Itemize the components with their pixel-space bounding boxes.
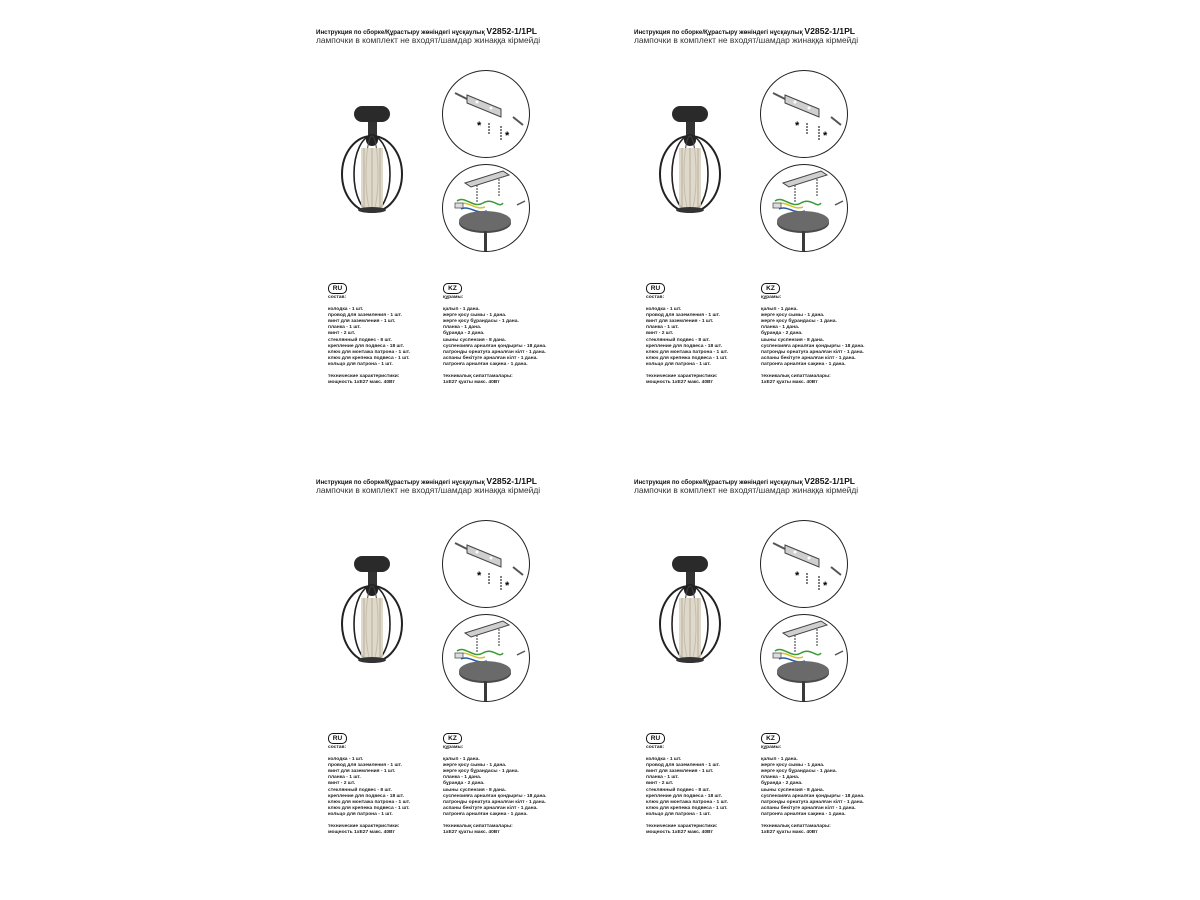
kz-item: жерге қосу сымы - 1 дана.	[443, 763, 507, 769]
ru-item: крепление для подвеса - 18 шт.	[328, 343, 404, 349]
language-badge-ru: RU	[328, 283, 347, 294]
ru-item: кольцо для патрона - 1 шт.	[328, 811, 393, 817]
ru-item: винт для заземления - 1 шт.	[328, 319, 396, 325]
ru-contents-heading: состав:	[646, 745, 665, 750]
kz-item: жерге қосу сымы - 1 дана.	[443, 313, 507, 319]
instruction-sheet	[282, 0, 918, 900]
kz-item: аспаны бекітуге арналған кілт - 1 дана.	[443, 805, 538, 811]
kz-spec: 1хE27 қуаты макс. 40Вт	[761, 380, 818, 386]
ru-item: кольцо для патрона - 1 шт.	[646, 361, 711, 367]
ru-item: стеклянный подвес - 8 шт.	[328, 787, 392, 793]
kz-item: бұранда - 2 дана.	[443, 331, 485, 337]
ru-item: винт для заземления - 1 шт.	[646, 319, 714, 325]
wiring-diagram	[442, 164, 530, 252]
kz-spec: 1хE27 қуаты макс. 40Вт	[443, 380, 500, 386]
ru-item: стеклянный подвес - 8 шт.	[646, 787, 710, 793]
kz-contents-column	[761, 745, 865, 836]
kz-spec: 1хE27 қуаты макс. 40Вт	[443, 830, 500, 836]
ru-item: планка - 1 шт.	[646, 775, 679, 781]
ru-spec: мощность 1хE27 макс. 40Вт	[646, 830, 713, 836]
kz-item: шыны суспензия - 8 дана.	[761, 787, 824, 793]
asterisk-mark: *	[823, 130, 828, 142]
kz-item: суспензияға арналған қондырғы - 18 дана.	[761, 793, 865, 799]
kz-item: жерге қосу бұрандасы - 1 дана.	[443, 319, 519, 325]
kz-item: патронға арналған сақина - 1 дана.	[443, 361, 528, 367]
lamp-illustration	[334, 102, 410, 226]
kz-item: бұранда - 2 дана.	[761, 331, 803, 337]
ru-item: стеклянный подвес - 8 шт.	[646, 337, 710, 343]
ru-item: ключ для крепежа подвеса - 1 шт.	[646, 805, 728, 811]
kz-item: патронды орнатуға арналған кілт - 1 дана.	[761, 799, 864, 805]
kz-item: планка - 1 дана.	[443, 325, 482, 331]
language-badge-kz: KZ	[443, 283, 462, 294]
kz-spec-heading: техникалық сипаттамалары:	[761, 824, 831, 830]
kz-contents-heading: құрамы:	[443, 745, 464, 750]
ru-item: ключ для монтажа патрона - 1 шт.	[646, 349, 728, 355]
ru-item: винт - 2 шт.	[646, 331, 674, 337]
panel-subtitle: лампочки в комплект не входят/шамдар жинаққа кірмейді	[634, 485, 859, 495]
wiring-diagram	[760, 164, 848, 252]
panel-title: Инструкция по сборке/Құрастыру жөніндегі нұсқаулық V2852-1/1PL	[316, 476, 538, 486]
instruction-panel	[282, 0, 600, 450]
ru-spec: мощность 1хE27 макс. 40Вт	[646, 380, 713, 386]
ru-item: винт - 2 шт.	[646, 781, 674, 787]
kz-item: патронға арналған сақина - 1 дана.	[761, 811, 846, 817]
instruction-panel	[282, 450, 600, 900]
kz-contents-column	[443, 295, 547, 386]
ru-item: винт - 2 шт.	[328, 331, 356, 337]
ru-contents-heading: состав:	[646, 295, 665, 300]
asterisk-mark: *	[795, 120, 800, 132]
instruction-panel	[600, 0, 918, 450]
kz-contents-heading: құрамы:	[761, 295, 782, 300]
ru-spec: мощность 1хE27 макс. 40Вт	[328, 830, 395, 836]
ru-item: кольцо для патрона - 1 шт.	[646, 811, 711, 817]
language-badge-ru: RU	[646, 283, 665, 294]
ru-item: ключ для монтажа патрона - 1 шт.	[328, 799, 410, 805]
kz-spec-heading: техникалық сипаттамалары:	[443, 374, 513, 380]
ru-item: провод для заземления - 1 шт.	[328, 763, 402, 769]
kz-item: планка - 1 дана.	[761, 325, 800, 331]
model-number: V2852-1/1PL	[804, 26, 856, 36]
kz-contents-heading: құрамы:	[761, 745, 782, 750]
model-number: V2852-1/1PL	[486, 476, 538, 486]
language-badge-ru: RU	[328, 733, 347, 744]
kz-item: жерге қосу бұрандасы - 1 дана.	[761, 319, 837, 325]
kz-item: шыны суспензия - 8 дана.	[443, 787, 506, 793]
ru-item: планка - 1 шт.	[646, 325, 679, 331]
panel-subtitle: лампочки в комплект не входят/шамдар жинаққа кірмейді	[634, 35, 859, 45]
ru-item: планка - 1 шт.	[328, 775, 361, 781]
language-badge-kz: KZ	[443, 733, 462, 744]
ru-item: провод для заземления - 1 шт.	[328, 313, 402, 319]
ru-item: винт для заземления - 1 шт.	[646, 769, 714, 775]
ru-spec-heading: технические характеристики:	[646, 824, 718, 830]
ru-item: провод для заземления - 1 шт.	[646, 313, 720, 319]
kz-contents-column	[443, 745, 547, 836]
kz-item: қалып - 1 дана.	[761, 307, 798, 313]
ru-item: колодка - 1 шт.	[646, 307, 682, 313]
ru-item: винт - 2 шт.	[328, 781, 356, 787]
asterisk-mark: *	[477, 120, 482, 132]
panel-title: Инструкция по сборке/Құрастыру жөніндегі нұсқаулық V2852-1/1PL	[634, 26, 856, 36]
ru-contents-heading: состав:	[328, 295, 347, 300]
kz-spec-heading: техникалық сипаттамалары:	[761, 374, 831, 380]
kz-item: қалып - 1 дана.	[443, 757, 480, 763]
ru-item: кольцо для патрона - 1 шт.	[328, 361, 393, 367]
ru-item: крепление для подвеса - 18 шт.	[646, 343, 722, 349]
ru-spec-heading: технические характеристики:	[646, 374, 718, 380]
ru-item: колодка - 1 шт.	[328, 307, 364, 313]
ru-spec: мощность 1хE27 макс. 40Вт	[328, 380, 395, 386]
lamp-illustration	[334, 552, 410, 676]
kz-contents-column	[761, 295, 865, 386]
kz-item: қалып - 1 дана.	[443, 307, 480, 313]
kz-item: жерге қосу бұрандасы - 1 дана.	[761, 769, 837, 775]
ru-item: планка - 1 шт.	[328, 325, 361, 331]
ru-item: крепление для подвеса - 18 шт.	[328, 793, 404, 799]
kz-item: аспаны бекітуге арналған кілт - 1 дана.	[761, 805, 856, 811]
panel-title: Инструкция по сборке/Құрастыру жөніндегі нұсқаулық V2852-1/1PL	[316, 26, 538, 36]
language-badge-ru: RU	[646, 733, 665, 744]
kz-item: жерге қосу сымы - 1 дана.	[761, 313, 825, 319]
kz-item: патронды орнатуға арналған кілт - 1 дана.	[761, 349, 864, 355]
mounting-plate-diagram	[760, 520, 848, 608]
ru-item: ключ для крепежа подвеса - 1 шт.	[328, 355, 410, 361]
lamp-illustration	[652, 552, 728, 676]
kz-item: суспензияға арналған қондырғы - 18 дана.	[443, 343, 547, 349]
kz-item: бұранда - 2 дана.	[761, 781, 803, 787]
panel-title: Инструкция по сборке/Құрастыру жөніндегі нұсқаулық V2852-1/1PL	[634, 476, 856, 486]
asterisk-mark: *	[795, 570, 800, 582]
model-number: V2852-1/1PL	[486, 26, 538, 36]
kz-item: суспензияға арналған қондырғы - 18 дана.	[761, 343, 865, 349]
kz-item: жерге қосу бұрандасы - 1 дана.	[443, 769, 519, 775]
asterisk-mark: *	[477, 570, 482, 582]
ru-contents-heading: состав:	[328, 745, 347, 750]
ru-spec-heading: технические характеристики:	[328, 824, 400, 830]
ru-item: колодка - 1 шт.	[646, 757, 682, 763]
kz-item: жерге қосу сымы - 1 дана.	[761, 763, 825, 769]
ru-item: ключ для монтажа патрона - 1 шт.	[646, 799, 728, 805]
ru-item: крепление для подвеса - 18 шт.	[646, 793, 722, 799]
kz-item: патронды орнатуға арналған кілт - 1 дана.	[443, 799, 546, 805]
kz-item: патронға арналған сақина - 1 дана.	[761, 361, 846, 367]
ru-item: ключ для монтажа патрона - 1 шт.	[328, 349, 410, 355]
wiring-diagram	[760, 614, 848, 702]
ru-item: ключ для крепежа подвеса - 1 шт.	[328, 805, 410, 811]
kz-spec: 1хE27 қуаты макс. 40Вт	[761, 830, 818, 836]
ru-item: колодка - 1 шт.	[328, 757, 364, 763]
ru-item: ключ для крепежа подвеса - 1 шт.	[646, 355, 728, 361]
ru-item: винт для заземления - 1 шт.	[328, 769, 396, 775]
language-badge-kz: KZ	[761, 283, 780, 294]
kz-item: бұранда - 2 дана.	[443, 781, 485, 787]
mounting-plate-diagram	[442, 70, 530, 158]
wiring-diagram	[442, 614, 530, 702]
kz-item: планка - 1 дана.	[443, 775, 482, 781]
panel-subtitle: лампочки в комплект не входят/шамдар жинаққа кірмейді	[316, 35, 541, 45]
mounting-plate-diagram	[442, 520, 530, 608]
ru-contents-column	[328, 745, 410, 836]
kz-item: патронды орнатуға арналған кілт - 1 дана.	[443, 349, 546, 355]
language-badge-kz: KZ	[761, 733, 780, 744]
kz-item: патронға арналған сақина - 1 дана.	[443, 811, 528, 817]
asterisk-mark: *	[505, 580, 510, 592]
kz-item: аспаны бекітуге арналған кілт - 1 дана.	[761, 355, 856, 361]
kz-item: планка - 1 дана.	[761, 775, 800, 781]
mounting-plate-diagram	[760, 70, 848, 158]
ru-spec-heading: технические характеристики:	[328, 374, 400, 380]
kz-spec-heading: техникалық сипаттамалары:	[443, 824, 513, 830]
instruction-panel	[600, 450, 918, 900]
kz-item: суспензияға арналған қондырғы - 18 дана.	[443, 793, 547, 799]
kz-item: аспаны бекітуге арналған кілт - 1 дана.	[443, 355, 538, 361]
asterisk-mark: *	[505, 130, 510, 142]
model-number: V2852-1/1PL	[804, 476, 856, 486]
asterisk-mark: *	[823, 580, 828, 592]
kz-contents-heading: құрамы:	[443, 295, 464, 300]
kz-item: қалып - 1 дана.	[761, 757, 798, 763]
kz-item: шыны суспензия - 8 дана.	[761, 337, 824, 343]
ru-item: стеклянный подвес - 8 шт.	[328, 337, 392, 343]
ru-contents-column	[646, 295, 728, 386]
panel-subtitle: лампочки в комплект не входят/шамдар жинаққа кірмейді	[316, 485, 541, 495]
ru-item: провод для заземления - 1 шт.	[646, 763, 720, 769]
ru-contents-column	[328, 295, 410, 386]
lamp-illustration	[652, 102, 728, 226]
kz-item: шыны суспензия - 8 дана.	[443, 337, 506, 343]
ru-contents-column	[646, 745, 728, 836]
